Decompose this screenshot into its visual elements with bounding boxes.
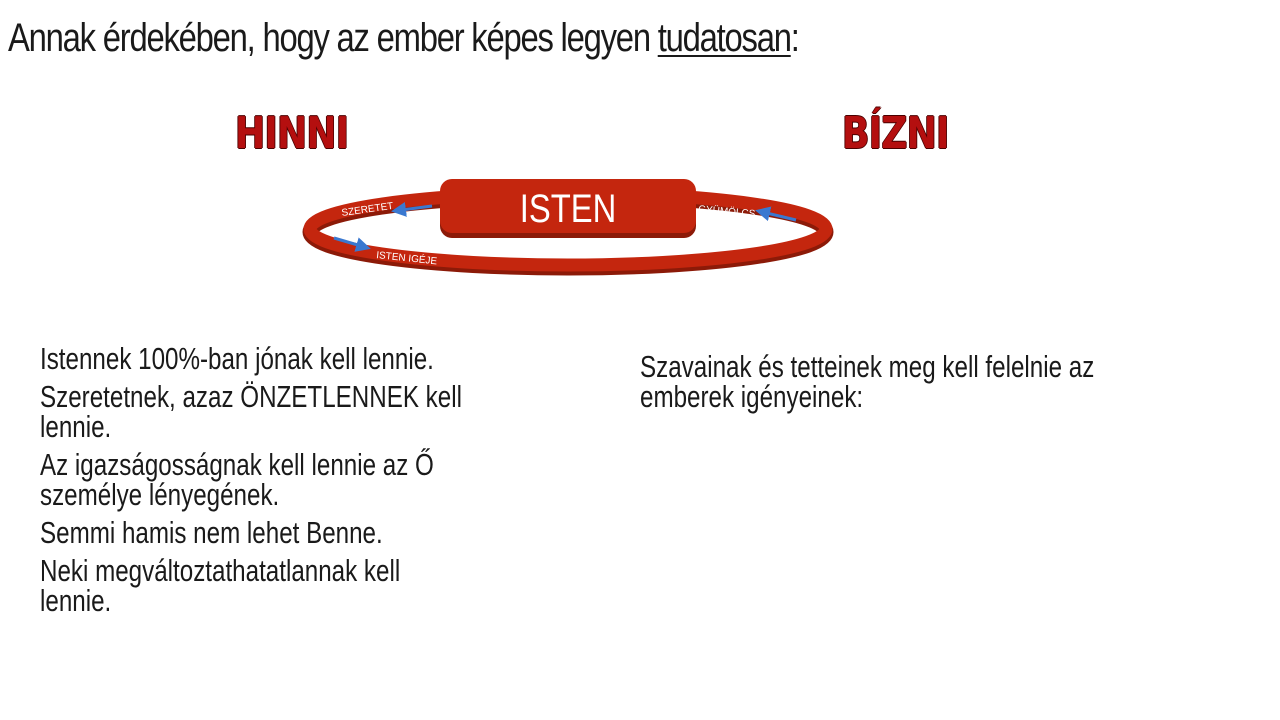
label-szeretet: SZERETET (340, 200, 395, 219)
isten-cycle-diagram (300, 176, 840, 280)
list-line: lennie. (40, 409, 112, 444)
right-line: Szavainak és tetteinek meg kell felelnie az (640, 349, 1095, 384)
list-line: lennie. (40, 583, 112, 618)
list-line: személye lényegének. (40, 477, 280, 512)
label-isten-igeje: ISTEN IGÉJE (375, 250, 438, 268)
list-line: Istennek 100%-ban jónak kell lennie. (40, 341, 434, 376)
list-item (40, 447, 508, 512)
title-colon: : (790, 16, 799, 60)
right-text (640, 349, 1186, 414)
list-item (40, 553, 508, 618)
right-line: emberek igényeinek: (640, 379, 864, 414)
list-item (40, 341, 508, 376)
title-emphasis: tudatosan (657, 16, 791, 60)
heading-hinni: HINNI (235, 108, 349, 159)
heading-bizni: BÍZNI (842, 108, 949, 159)
slide-title (8, 16, 799, 61)
left-list (40, 341, 508, 624)
list-item (40, 379, 508, 444)
isten-box-label: ISTEN (519, 185, 617, 231)
title-text: Annak érdekében, hogy az ember képes legyen (8, 16, 658, 60)
label-gyumolcs: GYÜMÖLCS (697, 204, 756, 220)
list-line: Szeretetnek, azaz ÖNZETLENNEK kell (40, 379, 462, 414)
list-line: Neki megváltoztathatatlannak kell (40, 553, 401, 588)
list-line: Az igazságosságnak kell lennie az Ő (40, 447, 434, 482)
list-line: Semmi hamis nem lehet Benne. (40, 515, 383, 550)
list-item (40, 515, 508, 550)
